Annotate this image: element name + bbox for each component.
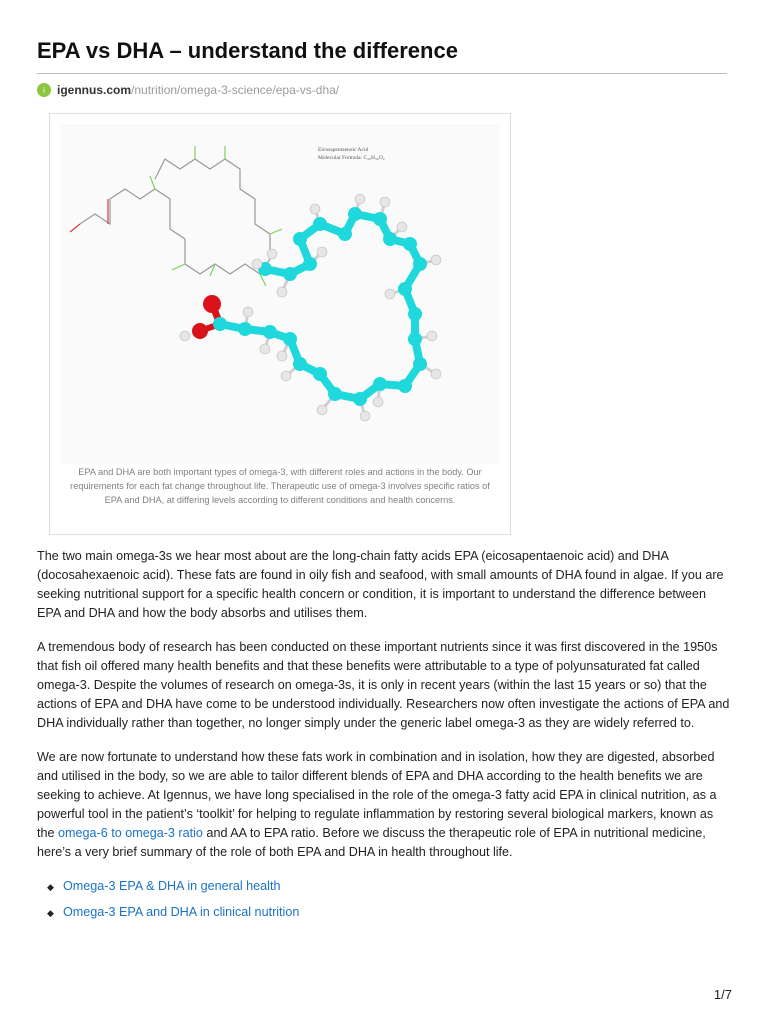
site-favicon-icon: i xyxy=(37,83,51,97)
page-number: 1/7 xyxy=(713,987,732,1002)
oxygen-atom xyxy=(203,295,221,313)
paragraph-2: A tremendous body of research has been conducted on these important nutrients since it was first discovered in the 1950s that fish oil offered many health benefits and that these benefits were attributable to a type of polyunsaturated fat called omega-3. Despite the volumes of research on omega-3s, it is only in recent years (within the last 15 years or so) that the actions of EPA and DHA have come to be understood individually. Researchers now often investigate the actions of EPA and DHA individually rather than together, no longer simply under the generic label omega-3 as they are widely referred to. xyxy=(37,640,730,730)
figure-caption: EPA and DHA are both important types of omega-3, with different roles and actions in the body. Our requirements for each fat change throughout life. Therapeutic use of omega-3 involves specific ratios of EPA and DHA, at differing levels according to different conditions and health concerns. xyxy=(70,467,490,505)
molecule-figure xyxy=(49,113,511,535)
bullet-icon: ◆ xyxy=(47,882,54,892)
paragraph-1: The two main omega-3s we hear most about are the long-chain fatty acids EPA (eicosapentaenoic acid) and DHA (docosahexaenoic acid). These fats are found in oily fish and seafood, with small amounts of DHA found in algae. If you are seeking nutritional support for a specific health concern or condition, it is important to understand the difference between EPA and DHA and how the body absorbs and utilises them. xyxy=(37,549,724,620)
molecule-formula-label: Molecular Formula: C₂₀H₃₀O₂ xyxy=(318,155,385,161)
source-path[interactable]: /nutrition/omega-3-science/epa-vs-dha/ xyxy=(131,83,340,97)
clinical-nutrition-link[interactable]: Omega-3 EPA and DHA in clinical nutrition xyxy=(63,905,300,919)
article-body xyxy=(37,547,733,929)
paragraph-3 xyxy=(37,748,733,862)
paragraph-3-text-a: We are now fortunate to understand how these fats work in combination and in isolation, how they are digested, absorbed and utilised in the body, so we are able to tailor different blends of EPA and DHA according to the health benefits we are seeking to achieve. At Igennus, we have long specialised in the role of the omega-3 fatty acid EPA in clinical nutrition, as a powerful tool in the patient’s ‘toolkit’ for helping to regulate inflammation by restoring several biological markers, known as the xyxy=(37,750,717,840)
source-domain[interactable]: igennus.com xyxy=(57,83,132,97)
general-health-link[interactable]: Omega-3 EPA & DHA in general health xyxy=(63,879,281,893)
bullet-icon: ◆ xyxy=(47,908,54,918)
molecule-name-label: Eicosapentaenoic Acid xyxy=(318,147,369,153)
section-links-list xyxy=(37,877,733,922)
source-line xyxy=(37,83,339,97)
oxygen-atom xyxy=(192,323,208,339)
omega-ratio-link[interactable]: omega-6 to omega-3 ratio xyxy=(58,826,203,840)
list-item xyxy=(45,877,733,896)
title-divider xyxy=(37,73,727,74)
list-item xyxy=(45,903,733,922)
page-title: EPA vs DHA – understand the difference xyxy=(37,38,458,63)
paragraph-3-text-b: and AA to EPA ratio. Before we discuss the therapeutic role of EPA in nutritional medicine, here’s a very brief summary of the role of both EPA and DHA in health throughout life. xyxy=(37,826,706,859)
epa-molecule-image xyxy=(60,124,500,464)
